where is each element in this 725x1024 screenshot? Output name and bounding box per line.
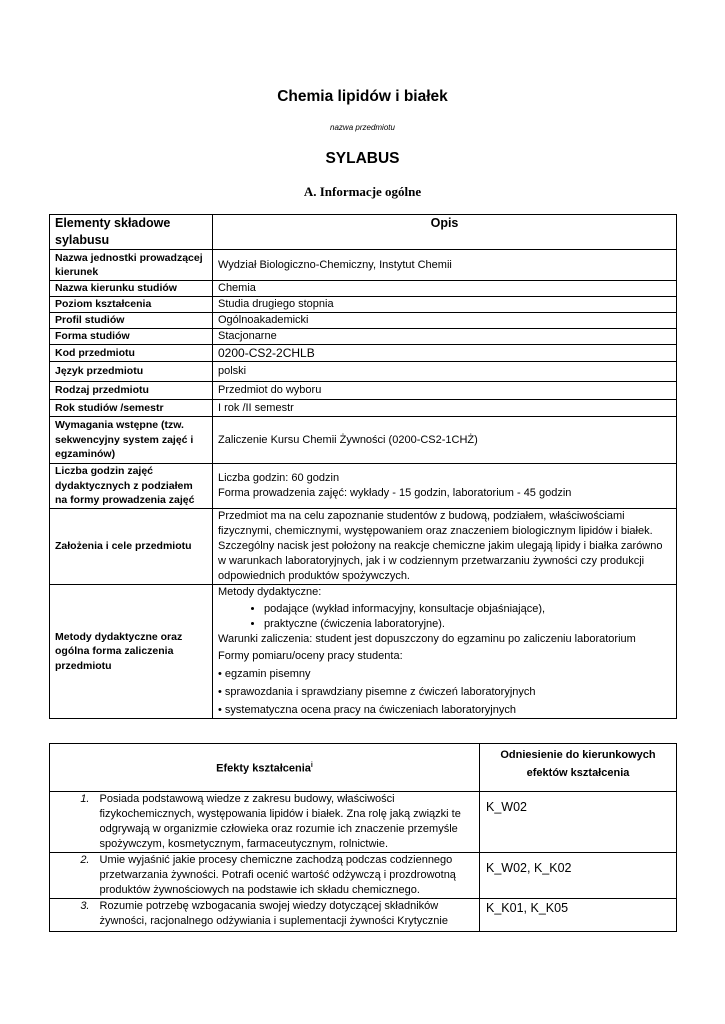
- table-row: [50, 297, 677, 313]
- table-row: [50, 400, 677, 417]
- table-row: [50, 792, 677, 853]
- table-row: [50, 899, 677, 932]
- reference-header: Odniesienie do kierunkowych efektów kształcenia: [480, 744, 677, 792]
- list-item: • praktyczne (ćwiczenia laboratoryjne).: [264, 617, 671, 632]
- table-row: [50, 585, 677, 719]
- methods-list: [218, 602, 671, 632]
- syllabus-heading: SYLABUS: [325, 150, 400, 167]
- row-value: I rok /II semestr: [213, 400, 677, 417]
- table-row: [50, 509, 677, 585]
- row-number: 3.: [50, 899, 96, 932]
- section-a-heading: A. Informacje ogólne: [303, 184, 422, 199]
- passing-conditions: Warunki zaliczenia: student jest dopuszczony do egzaminu po zaliczeniu laboratorium: [218, 633, 636, 645]
- row-label: Założenia i cele przedmiotu: [50, 509, 213, 585]
- row-label: Forma studiów: [50, 329, 213, 345]
- row-value: Ogólnoakademicki: [213, 313, 677, 329]
- list-item: • podające (wykład informacyjny, konsultacje objaśniające),: [264, 602, 671, 617]
- row-number: 1.: [50, 792, 96, 853]
- row-label: Nazwa jednostki prowadzącej kierunek: [50, 250, 213, 281]
- row-value: Studia drugiego stopnia: [213, 297, 677, 313]
- row-value: Przedmiot ma na celu zapoznanie studentów z budową, podziałem, właściwościami fizycznymi, chemicznymi, występowaniem oraz znaczeniem biologicznym lipidów i białek. Szczególny nacisk jest położony na reakcje chemiczne jakim ulegają lipidy i białka zarówno w warunkach laboratoryjnych, jak i w codziennym przetwarzaniu żywności czy produkcji odpowiednich produktów spożywczych.: [213, 509, 677, 585]
- hours-forms: Forma prowadzenia zajęć: wykłady - 15 godzin, laboratorium - 45 godzin: [218, 487, 572, 499]
- row-label: Metody dydaktyczne oraz ogólna forma zaliczenia przedmiotu: [50, 585, 213, 719]
- list-item: • sprawozdania i sprawdziany pisemne z ćwiczeń laboratoryjnych: [218, 686, 536, 698]
- row-value: [213, 464, 677, 509]
- table-header-elements: Elementy składowe sylabusu: [50, 215, 213, 250]
- table-row: [50, 345, 677, 362]
- outcomes-header-label: Efekty kształcenia: [216, 762, 311, 775]
- document-title: Chemia lipidów i białek: [277, 88, 448, 105]
- outcome-text: Umie wyjaśnić jakie procesy chemiczne zachodzą podczas codziennego przetwarzania żywności. Potrafi ocenić wartość odżywczą i prozdrowotną produktów żywnościowych na podstawie ich składu chemicznego.: [96, 853, 480, 899]
- row-label: Język przedmiotu: [50, 362, 213, 382]
- table-row: [50, 417, 677, 464]
- row-value: polski: [213, 362, 677, 382]
- row-label: Rok studiów /semestr: [50, 400, 213, 417]
- table-row: [50, 853, 677, 899]
- outcome-reference: K_W02, K_K02: [480, 853, 677, 899]
- outcome-text: Rozumie potrzebę wzbogacania swojej wiedzy dotyczącej składników żywności, racjonalnego odżywiania i suplementacji żywności Krytycznie: [96, 899, 480, 932]
- table-row: [50, 382, 677, 400]
- row-label: Poziom kształcenia: [50, 297, 213, 313]
- row-label: Nazwa kierunku studiów: [50, 281, 213, 297]
- outcome-reference: K_W02: [480, 792, 677, 853]
- outcome-text: Posiada podstawową wiedze z zakresu budowy, właściwości fizykochemicznych, występowania lipidów i białek. Zna rolę jaką związki te odgrywają w organizmie człowieka oraz rozumie ich znaczenie przemyśle spożywczym, kosmetycznym, farmaceutycznym, rolnictwie.: [96, 792, 480, 853]
- row-label: Kod przedmiotu: [50, 345, 213, 362]
- row-label: Rodzaj przedmiotu: [50, 382, 213, 400]
- hours-total: Liczba godzin: 60 godzin: [218, 472, 340, 484]
- general-info-table: [49, 214, 677, 719]
- learning-outcomes-table: [49, 743, 677, 932]
- outcomes-header: [50, 744, 480, 792]
- row-value: Przedmiot do wyboru: [213, 382, 677, 400]
- table-row: [50, 250, 677, 281]
- assessment-title: Formy pomiaru/oceny pracy studenta:: [218, 650, 403, 662]
- table-row: [50, 313, 677, 329]
- table-row: [50, 464, 677, 509]
- row-value: Zaliczenie Kursu Chemii Żywności (0200-CS2-1CHŻ): [213, 417, 677, 464]
- table-row: [50, 281, 677, 297]
- row-value: Stacjonarne: [213, 329, 677, 345]
- row-label: Wymagania wstępne (tzw. sekwencyjny system zajęć i egzaminów): [50, 417, 213, 464]
- table-row: [50, 329, 677, 345]
- row-number: 2.: [50, 853, 96, 899]
- outcome-reference: K_K01, K_K05: [480, 899, 677, 932]
- row-value: [213, 585, 677, 719]
- row-label: Profil studiów: [50, 313, 213, 329]
- list-item: • egzamin pisemny: [218, 668, 311, 680]
- row-value: Wydział Biologiczno-Chemiczny, Instytut Chemii: [213, 250, 677, 281]
- list-item: • systematyczna ocena pracy na ćwiczeniach laboratoryjnych: [218, 704, 516, 716]
- footnote-marker: i: [310, 762, 313, 770]
- document-subtitle: nazwa przedmiotu: [330, 123, 395, 132]
- row-value: 0200-CS2-2CHLB: [213, 345, 677, 362]
- methods-title: Metody dydaktyczne:: [218, 586, 322, 598]
- row-value: Chemia: [213, 281, 677, 297]
- row-label: Liczba godzin zajęć dydaktycznych z podziałem na formy prowadzenia zajęć: [50, 464, 213, 509]
- table-header-description: Opis: [213, 215, 677, 250]
- table-row: [50, 362, 677, 382]
